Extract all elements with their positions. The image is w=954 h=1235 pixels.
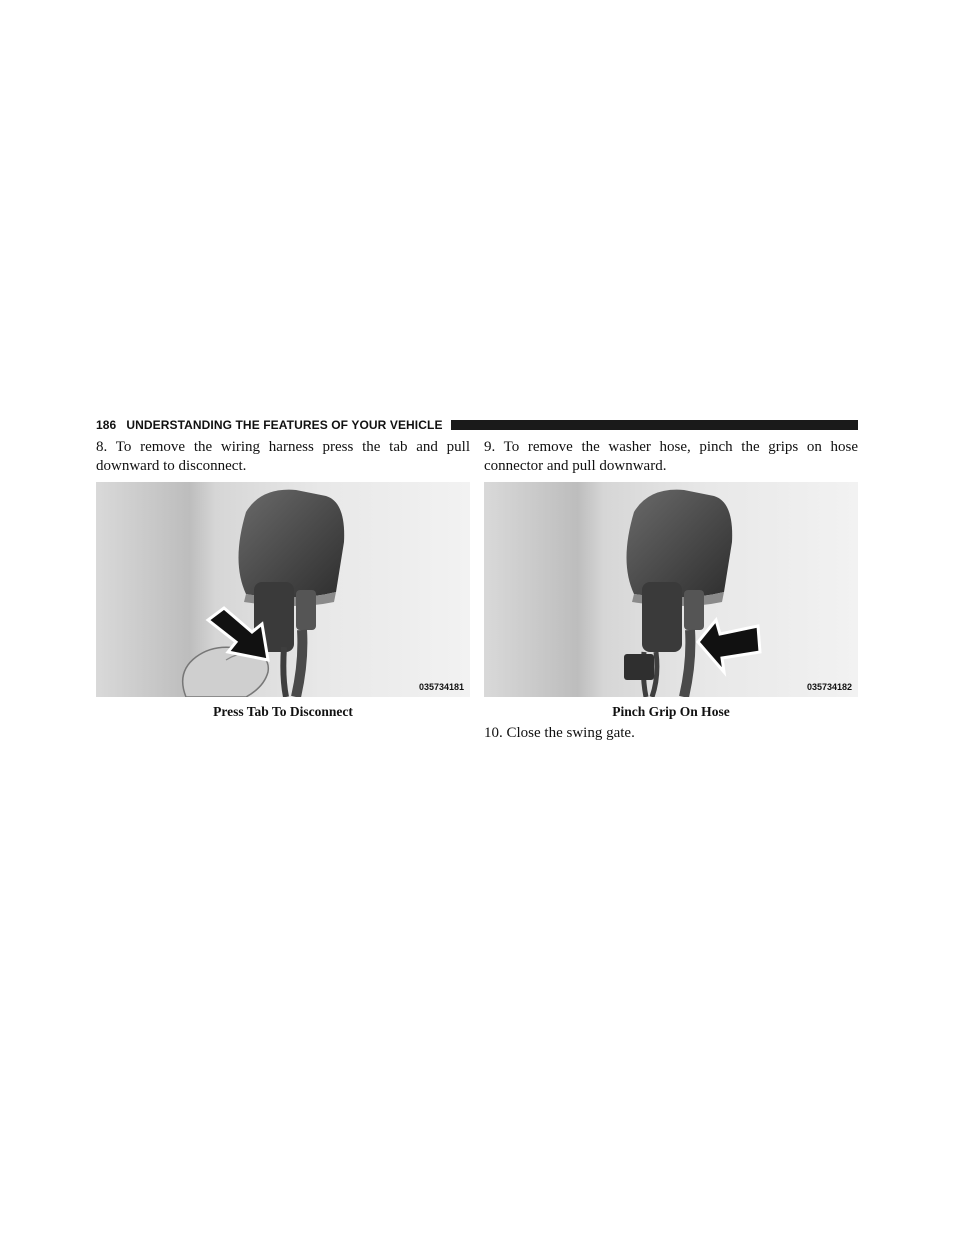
- page-header: [96, 416, 858, 434]
- right-column: [484, 438, 858, 743]
- figure-code: 035734182: [806, 682, 852, 692]
- figure-caption: Pinch Grip On Hose: [612, 704, 730, 719]
- left-column: [96, 438, 470, 722]
- figure-code: 035734181: [418, 682, 464, 692]
- header-rule: [451, 420, 858, 430]
- step-9-text: 9. To remove the washer hose, pinch the grips on hose connector and pull downward.: [484, 439, 858, 474]
- page-number: 186: [96, 418, 117, 432]
- step-10-text: 10. Close the swing gate.: [484, 725, 635, 741]
- figure-press-tab: [96, 482, 470, 697]
- wiring-harness-illustration: [96, 482, 470, 697]
- washer-hose-illustration: [484, 482, 858, 697]
- figure-pinch-grip: [484, 482, 858, 697]
- step-8-text: 8. To remove the wiring harness press the tab and pull downward to disconnect.: [96, 439, 470, 474]
- section-title: UNDERSTANDING THE FEATURES OF YOUR VEHICLE: [126, 418, 443, 432]
- figure-caption: Press Tab To Disconnect: [213, 704, 353, 719]
